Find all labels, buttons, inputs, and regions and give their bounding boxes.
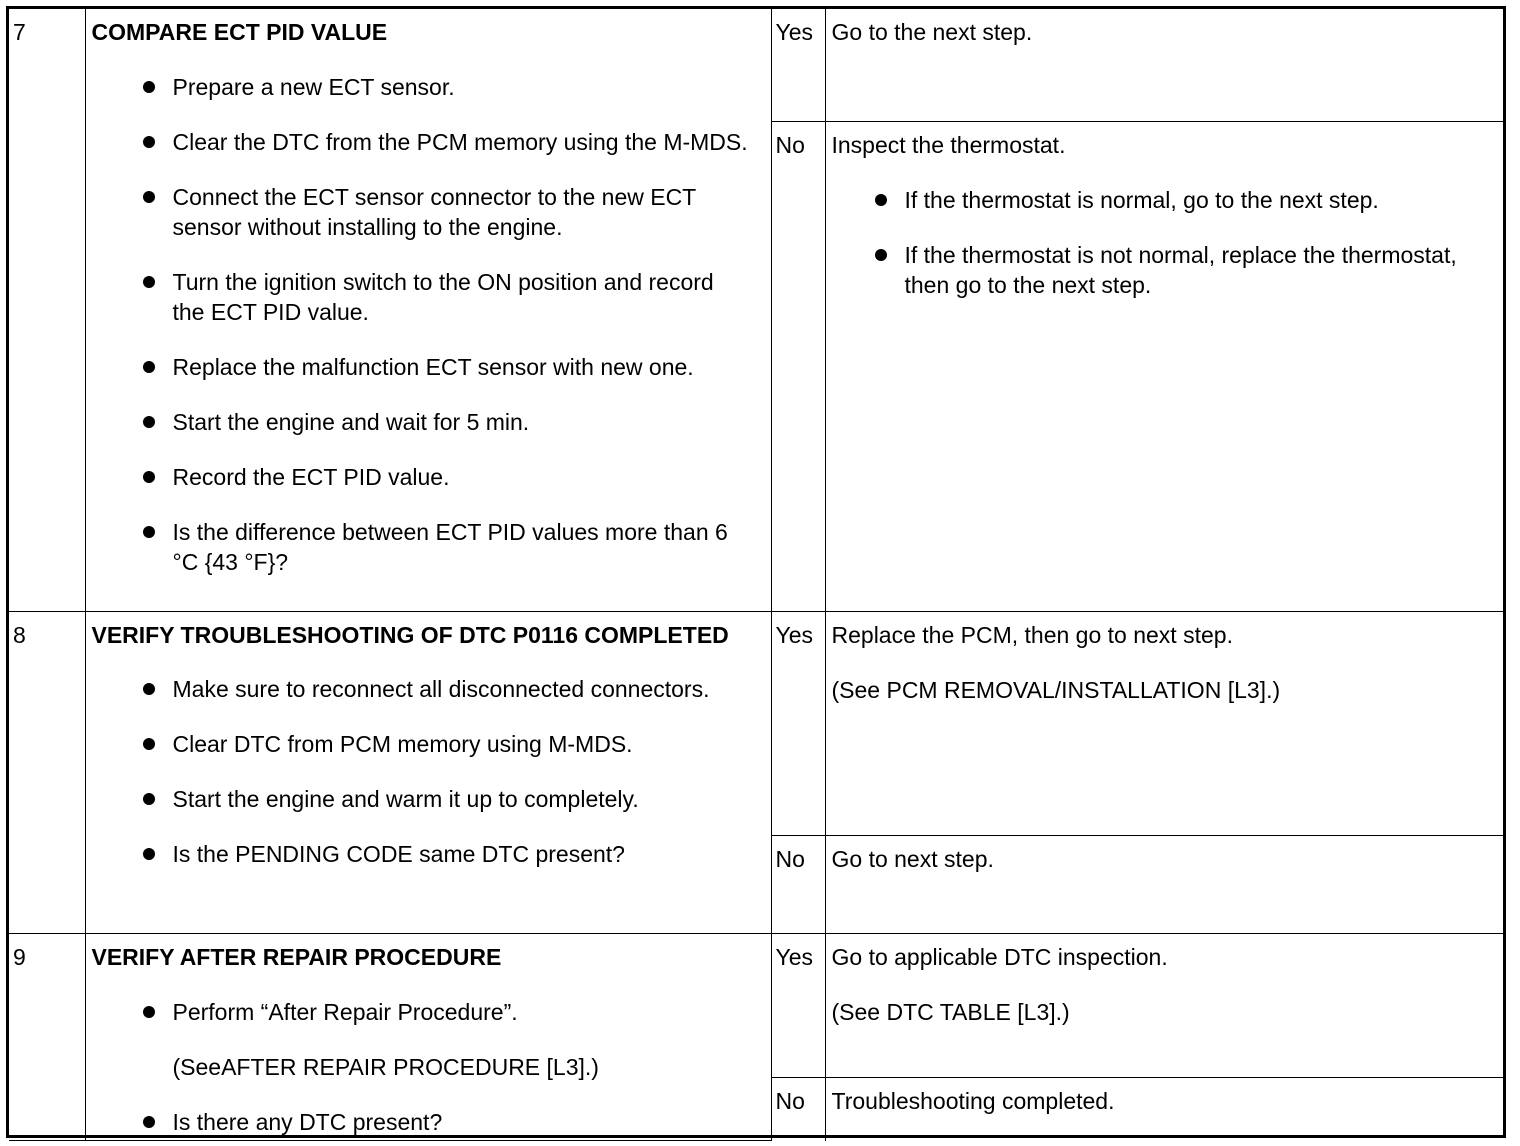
result-yes-label: Yes — [775, 943, 814, 970]
step-number: 8 — [13, 621, 26, 648]
result-yes-label: Yes — [775, 19, 814, 45]
step-7-row-yes — [9, 9, 1503, 121]
step-number: 7 — [13, 19, 26, 45]
list-item: Is the PENDING CODE same DTC present? — [140, 839, 751, 869]
list-item: If the thermostat is not normal, replace the thermostat, then go to the next step. — [872, 240, 1494, 300]
procedure-page — [6, 6, 1506, 1138]
action-text: Go to the next step. — [831, 19, 1033, 45]
step-9-no-cell — [771, 1077, 825, 1141]
list-item: Is the difference between ECT PID values more than 6 °C {43 °F}? — [140, 517, 751, 577]
step-8-number-cell — [9, 611, 85, 933]
reference-link[interactable]: (See DTC TABLE [L3].) — [831, 998, 1070, 1025]
step-8-yes-action-cell — [825, 611, 1503, 835]
step-number: 9 — [13, 943, 26, 970]
step-9-yes-action-cell — [825, 933, 1503, 1077]
step-8-no-action-cell — [825, 835, 1503, 933]
step-7-no-cell — [771, 121, 825, 611]
list-item-text: Perform “After Repair Procedure”. — [172, 998, 518, 1025]
step-9-checklist — [92, 997, 751, 1137]
step-title: VERIFY TROUBLESHOOTING OF DTC P0116 COMPLETED — [91, 621, 729, 648]
diagnostic-procedure-table — [9, 9, 1503, 1141]
list-item: Is there any DTC present? — [140, 1107, 751, 1137]
step-8-checklist — [92, 674, 751, 869]
step-7-yes-action-cell — [825, 9, 1503, 121]
list-item: If the thermostat is normal, go to the next step. — [872, 185, 1494, 215]
list-item: Make sure to reconnect all disconnected connectors. — [140, 674, 751, 704]
step-8-no-cell — [771, 835, 825, 933]
reference-link[interactable]: (See PCM REMOVAL/INSTALLATION [L3].) — [831, 676, 1281, 703]
step-7-checklist — [92, 72, 751, 577]
action-text: Go to next step. — [831, 845, 994, 872]
step-title: COMPARE ECT PID VALUE — [91, 19, 388, 45]
list-item: Prepare a new ECT sensor. — [140, 72, 751, 102]
step-7-no-action-cell — [825, 121, 1503, 611]
step-8-body-cell — [85, 611, 771, 933]
step-9-yes-cell — [771, 933, 825, 1077]
result-no-label: No — [775, 131, 805, 158]
step-9-row-yes — [9, 933, 1503, 1077]
result-no-label: No — [775, 1087, 805, 1114]
list-item: Record the ECT PID value. — [140, 462, 751, 492]
list-item: Start the engine and wait for 5 min. — [140, 407, 751, 437]
action-text: Go to applicable DTC inspection. — [831, 943, 1168, 970]
list-item: Start the engine and warm it up to completely. — [140, 784, 751, 814]
step-9-no-action-cell — [825, 1077, 1503, 1141]
step-9-number-cell — [9, 933, 85, 1141]
list-item: Connect the ECT sensor connector to the new ECT sensor without installing to the engine. — [140, 182, 751, 242]
step-8-yes-cell — [771, 611, 825, 835]
list-item — [140, 997, 751, 1082]
step-8-row-yes — [9, 611, 1503, 835]
action-text: Troubleshooting completed. — [831, 1087, 1115, 1114]
step-7-body-cell — [85, 9, 771, 611]
list-item: Replace the malfunction ECT sensor with new one. — [140, 352, 751, 382]
step-9-body-cell — [85, 933, 771, 1141]
list-item: Clear DTC from PCM memory using M-MDS. — [140, 729, 751, 759]
step-7-yes-cell — [771, 9, 825, 121]
step-7-number-cell — [9, 9, 85, 611]
result-no-label: No — [775, 845, 805, 872]
reference-link[interactable]: (SeeAFTER REPAIR PROCEDURE [L3].) — [172, 1053, 599, 1080]
list-item: Clear the DTC from the PCM memory using the M-MDS. — [140, 127, 751, 157]
result-yes-label: Yes — [775, 621, 814, 648]
action-text: Inspect the thermostat. — [831, 131, 1066, 158]
step-title: VERIFY AFTER REPAIR PROCEDURE — [91, 943, 502, 970]
action-text: Replace the PCM, then go to next step. — [831, 621, 1233, 648]
thermostat-checklist — [832, 185, 1494, 300]
list-item: Turn the ignition switch to the ON position and record the ECT PID value. — [140, 267, 751, 327]
